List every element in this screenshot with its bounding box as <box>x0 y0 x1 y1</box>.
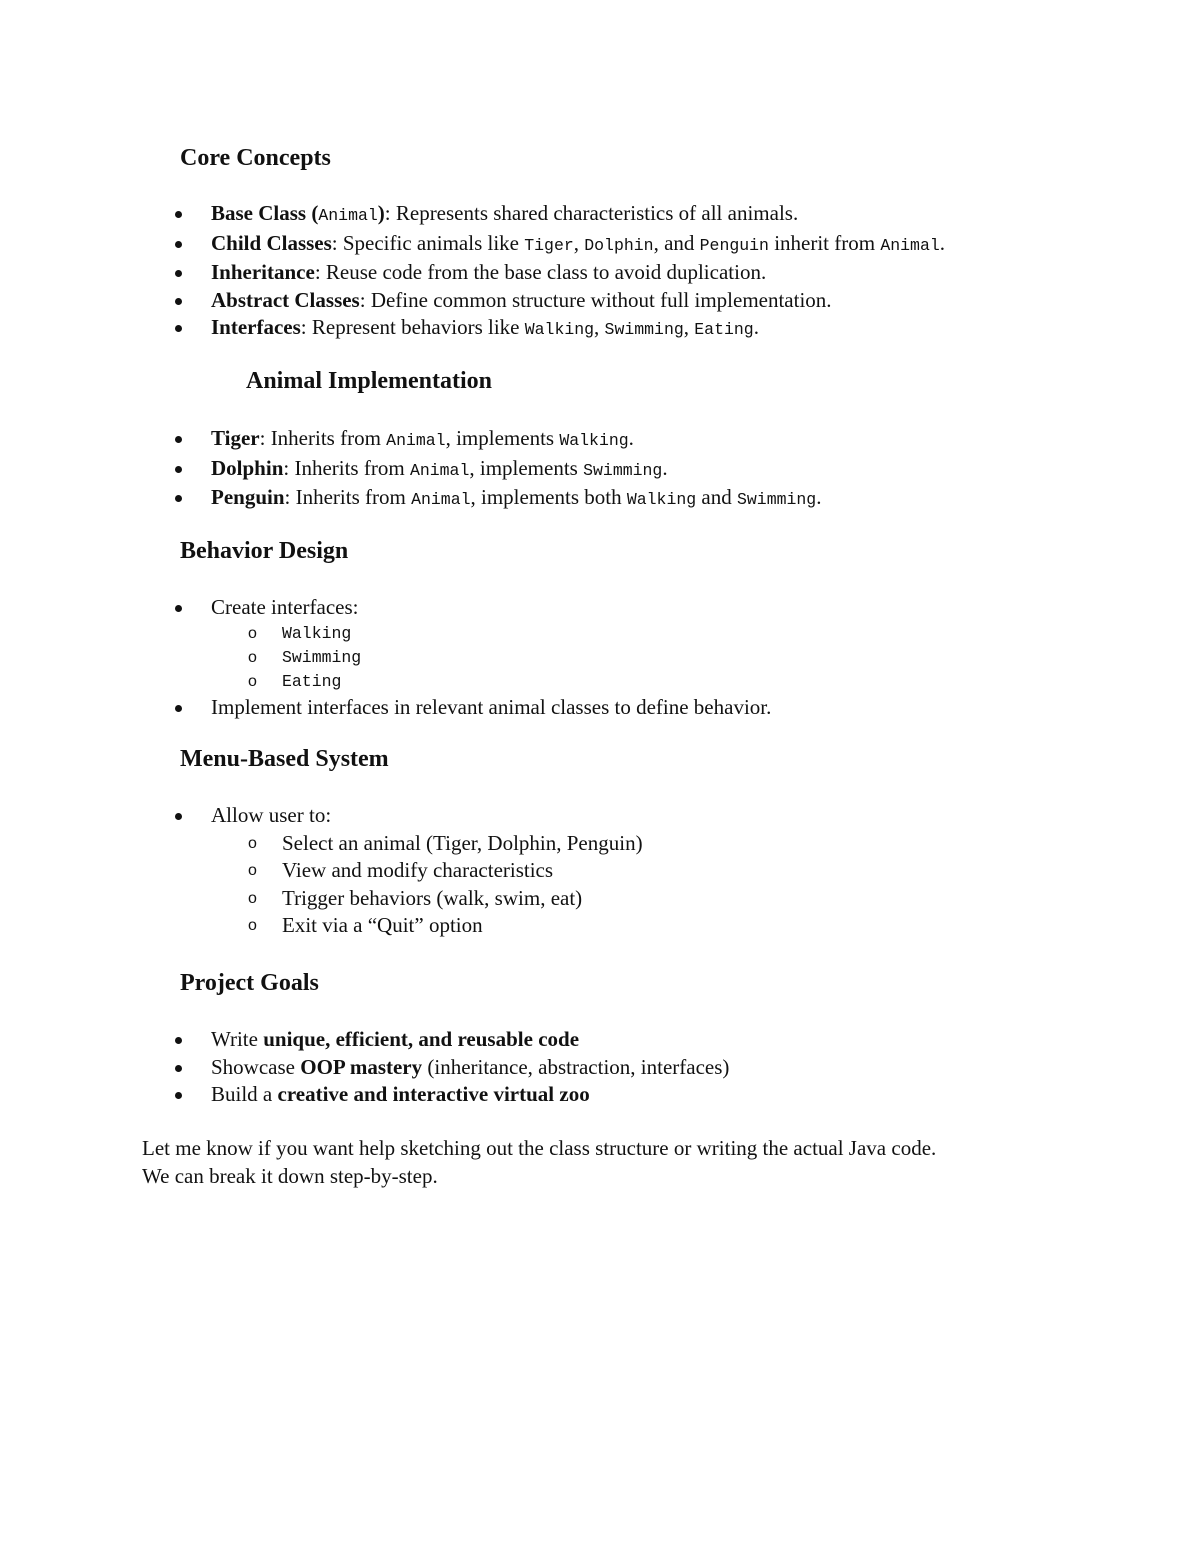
term: Base Class <box>211 201 307 225</box>
behavior-design-list <box>0 594 771 721</box>
interface-sublist <box>211 622 771 694</box>
code-term: Animal <box>386 431 446 450</box>
list-item: Showcase OOP mastery (inheritance, abstraction, interfaces) <box>0 1054 729 1082</box>
sublist-item: o View and modify characteristics <box>211 857 643 885</box>
list-item: Inheritance: Reuse code from the base class to avoid duplication. <box>0 259 945 287</box>
heading-project-goals: Project Goals <box>180 970 319 996</box>
closing-paragraph <box>142 1135 936 1190</box>
core-concepts-list <box>0 200 945 344</box>
list-item: Build a creative and interactive virtual zoo <box>0 1081 729 1109</box>
term: Interfaces <box>211 315 301 339</box>
sublist-item: o Select an animal (Tiger, Dolphin, Penguin) <box>211 830 643 858</box>
sublist-item: o Exit via a “Quit” option <box>211 912 643 940</box>
code-term: Swimming <box>604 320 684 339</box>
list-item: Allow user to: o Select an animal (Tiger, Dolphin, Penguin) o View and modify characteristics o Trigger behaviors (walk, swim, eat) o Exit via a “Quit” option <box>0 802 643 940</box>
menu-system-list <box>0 802 643 940</box>
animal-implementation-list <box>0 425 821 514</box>
project-goals-list <box>0 1026 729 1109</box>
list-item: Implement interfaces in relevant animal classes to define behavior. <box>0 694 771 722</box>
term: Inheritance <box>211 260 315 284</box>
code-term: Animal <box>880 235 940 255</box>
term: Child Classes <box>211 230 332 255</box>
menu-options-sublist <box>211 830 643 940</box>
code-term: Animal <box>411 490 471 509</box>
heading-menu-based-system: Menu-Based System <box>180 746 389 772</box>
code-term: Animal <box>409 460 470 480</box>
code-term: Walking <box>559 431 629 450</box>
heading-behavior-design: Behavior Design <box>180 538 349 564</box>
term: Dolphin <box>211 455 284 480</box>
list-item: Tiger: Inherits from Animal, implements Walking. <box>0 425 821 455</box>
code-term: Walking <box>524 320 595 339</box>
term: Penguin <box>211 485 285 509</box>
code-term: Dolphin <box>584 235 654 255</box>
code-term: Tiger <box>524 235 574 255</box>
code-term: Animal <box>318 206 378 225</box>
code-term: Eating <box>282 671 342 691</box>
list-item: Child Classes: Specific animals like Tiger, Dolphin, and Penguin inherit from Animal. <box>0 230 945 260</box>
heading-animal-implementation: Animal Implementation <box>246 368 492 394</box>
term: Tiger <box>211 426 260 450</box>
sublist-item <box>211 670 771 694</box>
code-term: Penguin <box>699 235 769 255</box>
list-item: Dolphin: Inherits from Animal, implements Swimming. <box>0 455 821 485</box>
sublist-item <box>211 646 771 670</box>
code-term: Swimming <box>583 460 663 480</box>
heading-core-concepts: Core Concepts <box>180 145 331 171</box>
list-item: Interfaces: Represent behaviors like Walking, Swimming, Eating. <box>0 314 945 344</box>
code-term: Swimming <box>282 647 362 667</box>
closing-line-1: Let me know if you want help sketching out the class structure or writing the actual Java code. <box>142 1136 937 1160</box>
closing-line-2: We can break it down step-by-step. <box>142 1163 438 1188</box>
list-item: Abstract Classes: Define common structure without full implementation. <box>0 287 945 315</box>
list-item: Write unique, efficient, and reusable code <box>0 1026 729 1054</box>
list-item: Create interfaces: o Walking o Swimming o Eating <box>0 594 771 694</box>
term: Abstract Classes <box>211 287 360 312</box>
code-term: Walking <box>282 623 352 643</box>
sublist-item: o Trigger behaviors (walk, swim, eat) <box>211 885 643 913</box>
code-term: Walking <box>626 490 697 509</box>
sublist-item <box>211 622 771 646</box>
list-item: Penguin: Inherits from Animal, implements both Walking and Swimming. <box>0 484 821 514</box>
code-term: Eating <box>694 320 754 339</box>
list-item: Base Class (Animal): Represents shared characteristics of all animals. <box>0 200 945 230</box>
code-term: Swimming <box>736 490 817 509</box>
